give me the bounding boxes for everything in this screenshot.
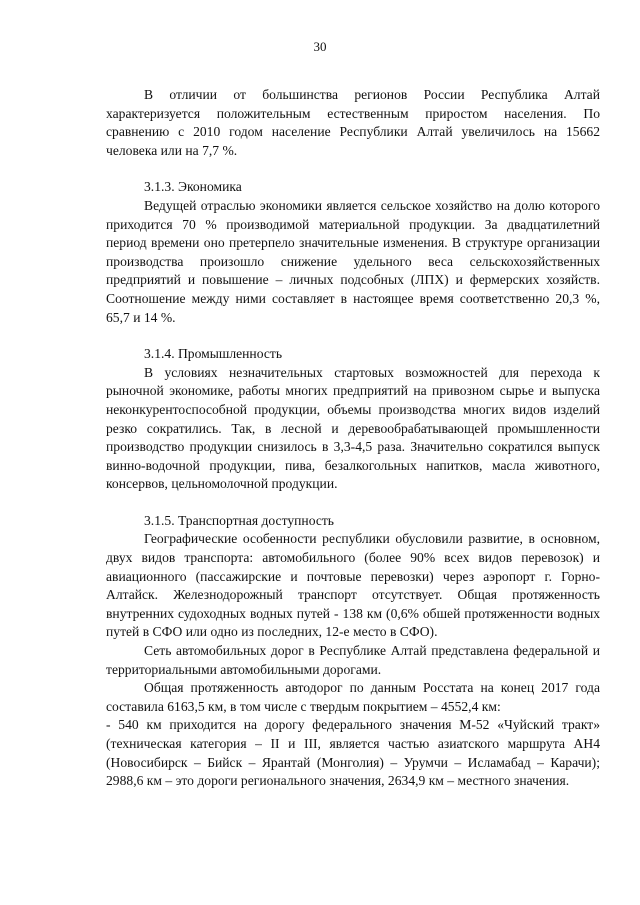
spacer	[106, 327, 600, 345]
transport-paragraph-3: Общая протяженность автодорог по данным Росстата на конец 2017 года составила 6163,5 км, в том числе с твердым покрытием – 4552,4 км:	[106, 680, 600, 714]
transport-paragraph-4: - 540 км приходится на дорогу федерального значения М-52 «Чуйский тракт» (техническая категория – II и III, является частью азиатского маршрута АН4 (Новосибирск – Бийск – Ярантай (Монголия) – Урумчи – Исламабад – Карачи); 2988,6 км – это дороги регионального значения, 2634,9 км – местного значения.	[106, 717, 600, 789]
page-content	[106, 86, 600, 791]
spacer	[106, 160, 600, 178]
economy-heading: 3.1.3. Экономика	[144, 179, 242, 195]
intro-paragraph: В отличии от большинства регионов России Республика Алтай характеризуется положительным естественным приростом населения. По сравнению с 2010 годом население Республики Алтай увеличилось на 15662 человека или на 7,7 %.	[106, 87, 600, 158]
industry-heading: 3.1.4. Промышленность	[144, 346, 283, 362]
spacer	[106, 494, 600, 512]
transport-heading: 3.1.5. Транспортная доступность	[144, 512, 335, 528]
page-number: 30	[313, 39, 327, 54]
industry-paragraph: В условиях незначительных стартовых возможностей для перехода к рыночной экономике, работы многих предприятий на привозном сырье и выпуска неконкурентоспособной продукции, объемы производства многих видов изделий резко сократились. Так, в лесной и деревообрабатывающей промышленности производство продукции снизилось в 3,3-4,5 раза. Значительно сократился выпуск винно-водочной продукции, пива, безалкогольных напитков, масла животного, консервов, цельномолочной продукции.	[106, 364, 600, 492]
economy-paragraph: Ведущей отраслью экономики является сельское хозяйство на долю которого приходится 70 % производимой материальной продукции. За двадцатилетний период времени оно претерпело значительные изменения. В структуре организации производства произошло снижение удельного веса сельскохозяйственных предприятий и повышение – личных подсобных (ЛПХ) и фермерских хозяйств. Соотношение между ними составляет в настоящее время соответственно 20,3 %, 65,7 и 14 %.	[106, 197, 600, 325]
transport-paragraph-1: Географические особенности республики обусловили развитие, в основном, двух видов транспорта: автомобильного (более 90% всех видов перевозок) и авиационного (пассажирские и почтовые перевозки) через аэропорт г. Горно-Алтайск. Железнодорожный транспорт отсутствует. Общая протяженность внутренних судоходных водных путей - 138 км (0,6% обшей протяженности водных путей в СФО или одно из последних, 12-е место в СФО).	[106, 531, 600, 640]
transport-paragraph-2: Сеть автомобильных дорог в Республике Алтай представлена федеральной и территориальными автомобильными дорогами.	[106, 643, 600, 677]
